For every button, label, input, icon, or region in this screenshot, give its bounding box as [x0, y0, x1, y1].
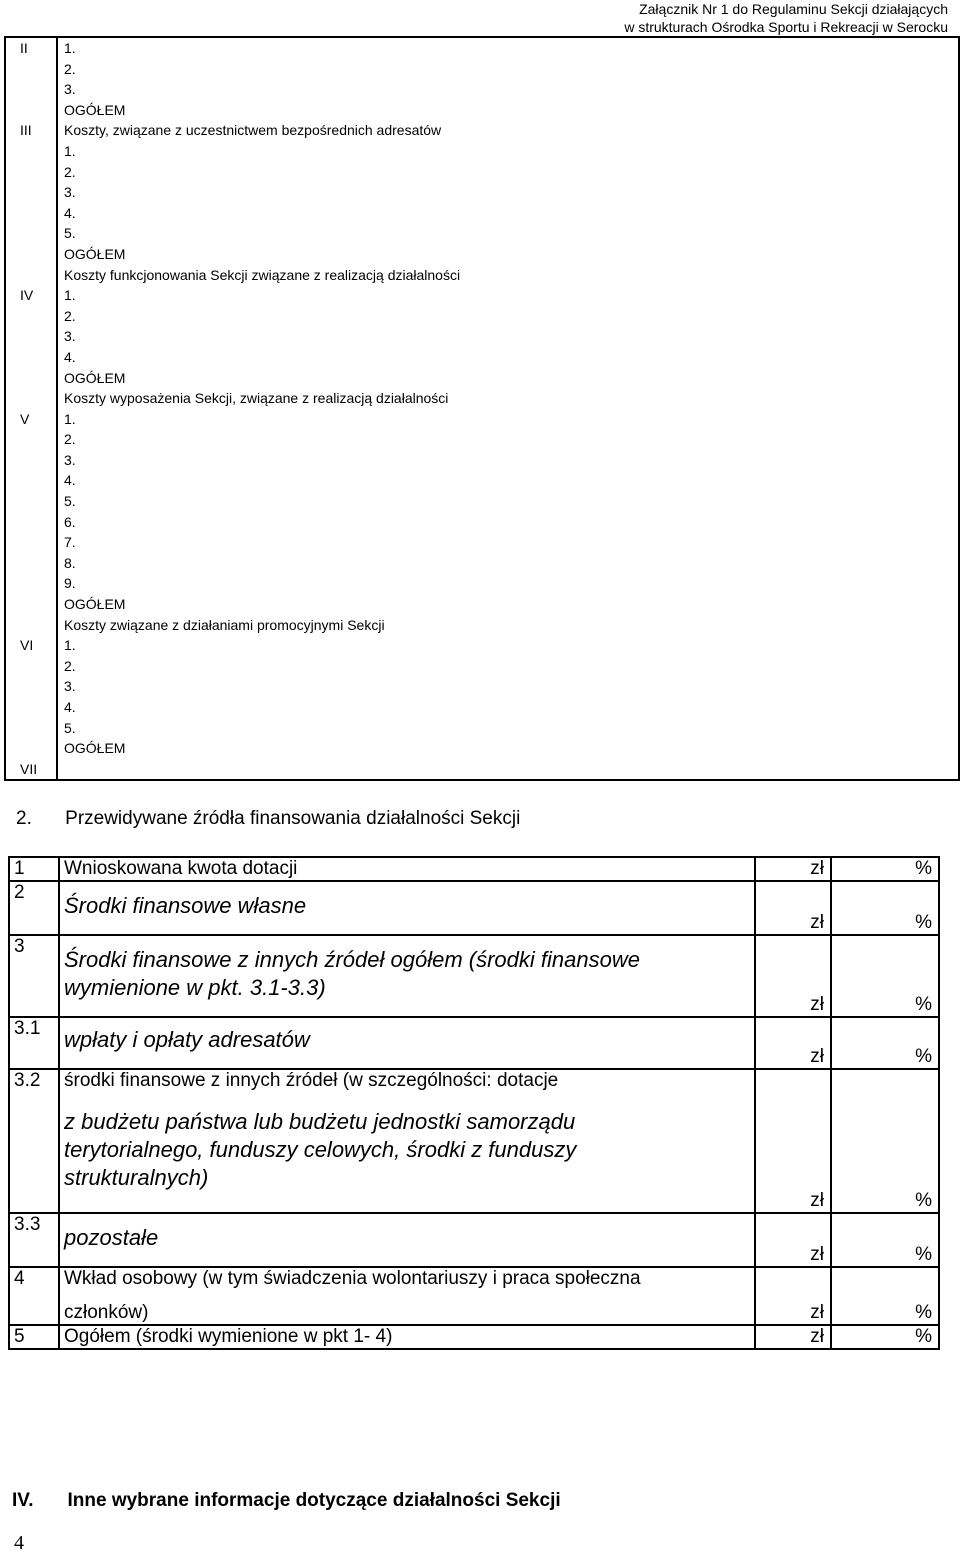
- percent-cell: %: [831, 935, 939, 1017]
- row-number: 1: [9, 857, 59, 881]
- cost-row-label: 1.: [64, 410, 76, 427]
- roman-cell: [6, 223, 56, 244]
- currency-cell: zł: [755, 1069, 831, 1213]
- roman-cell: [6, 738, 56, 759]
- row-label: Ogółem (środki wymienione w pkt 1- 4): [59, 1325, 755, 1349]
- currency-cell: zł: [755, 935, 831, 1017]
- roman-cell: [6, 573, 56, 594]
- page-number: 4: [14, 1532, 24, 1554]
- roman-cell: [6, 676, 56, 697]
- cost-row-label: 3.: [64, 678, 76, 695]
- percent-cell: %: [831, 1069, 939, 1213]
- header-line-2: w strukturach Ośrodka Sportu i Rekreacji w Serocku: [624, 19, 948, 35]
- header-line-1: Załącznik Nr 1 do Regulaminu Sekcji działających: [639, 1, 948, 17]
- row-label-text: wpłaty i opłaty adresatów: [64, 1027, 310, 1052]
- roman-cell: [6, 162, 56, 183]
- roman-cell: [6, 59, 56, 80]
- cost-row-label: 3.: [64, 81, 76, 98]
- currency-cell: zł: [755, 1267, 831, 1325]
- cost-row-label: OGÓŁEM: [64, 369, 126, 386]
- row-label: [59, 1017, 755, 1069]
- roman-cell: [6, 697, 56, 718]
- cost-row-label: 5.: [64, 719, 76, 736]
- cost-row-label: 3.: [64, 328, 76, 345]
- percent-cell: %: [831, 1267, 939, 1325]
- roman-cell: [6, 244, 56, 265]
- cost-row-label: 7.: [64, 534, 76, 551]
- roman-column: [5, 37, 57, 780]
- section-4-heading: [12, 1490, 561, 1512]
- row-number: 4: [9, 1267, 59, 1325]
- funding-row: [9, 935, 939, 1017]
- cost-row-label: OGÓŁEM: [64, 101, 126, 118]
- cost-row-label: 2.: [64, 431, 76, 448]
- row-label-text: Środki finansowe własne: [64, 893, 307, 918]
- roman-cell: [6, 429, 56, 450]
- funding-row: [9, 881, 939, 935]
- funding-row: [9, 1325, 939, 1349]
- currency-cell: zł: [755, 1017, 831, 1069]
- percent-cell: %: [831, 1017, 939, 1069]
- cost-row-label: 2.: [64, 307, 76, 324]
- percent-cell: %: [831, 1213, 939, 1267]
- document-header: [624, 0, 948, 36]
- cost-row-label: OGÓŁEM: [64, 596, 126, 613]
- roman-cell: [6, 347, 56, 368]
- roman-cell: [6, 594, 56, 615]
- funding-row: [9, 1213, 939, 1267]
- cost-row-label: [58, 759, 958, 780]
- roman-cell: [6, 203, 56, 224]
- row-label: Wnioskowana kwota dotacji: [59, 857, 755, 881]
- cost-row-label: Koszty wyposażenia Sekcji, związane z realizacją działalności: [64, 390, 449, 407]
- cost-row-label: 2.: [64, 657, 76, 674]
- currency-cell: zł: [755, 1325, 831, 1349]
- row-label: [59, 1213, 755, 1267]
- row-label-text: Wkład osobowy (w tym świadczenia wolontariuszy i praca społeczna: [64, 1268, 641, 1289]
- roman-cell: [6, 718, 56, 739]
- roman-cell: [6, 100, 56, 121]
- roman-cell: [6, 409, 56, 430]
- roman-cell: [6, 491, 56, 512]
- roman-numeral: V: [20, 410, 30, 427]
- roman-cell: [6, 306, 56, 327]
- row-label: [59, 935, 755, 1017]
- cost-row-label: 3.: [64, 184, 76, 201]
- section-2-heading: [16, 808, 520, 830]
- row-number: 2: [9, 881, 59, 935]
- roman-cell: [6, 265, 56, 286]
- row-number: 3.3: [9, 1213, 59, 1267]
- roman-cell: [6, 470, 56, 491]
- cost-row-label: 4.: [64, 472, 76, 489]
- row-label-continuation: członków): [64, 1302, 149, 1323]
- funding-table: [8, 856, 940, 1350]
- roman-cell: [6, 635, 56, 656]
- currency-cell: zł: [755, 1213, 831, 1267]
- percent-cell: %: [831, 857, 939, 881]
- roman-numeral: II: [20, 40, 28, 56]
- roman-cell: [6, 38, 56, 59]
- row-number: 5: [9, 1325, 59, 1349]
- percent-cell: %: [831, 881, 939, 935]
- cost-row-label: OGÓŁEM: [64, 245, 126, 262]
- roman-cell: [6, 450, 56, 471]
- cost-row-label: 4.: [64, 699, 76, 715]
- roman-cell: [6, 79, 56, 100]
- cost-row-label: Koszty funkcjonowania Sekcji związane z realizacją działalności: [64, 266, 461, 283]
- roman-cell: [6, 141, 56, 162]
- cost-row-label: 8.: [64, 554, 76, 571]
- cost-row-label: 6.: [64, 513, 76, 530]
- cost-row-label: 9.: [64, 575, 76, 592]
- cost-row-label: 5.: [64, 225, 76, 242]
- roman-cell: [6, 759, 56, 780]
- roman-numeral: IV: [20, 287, 34, 304]
- section-4-number: IV.: [12, 1490, 34, 1511]
- row-label-continuation: z budżetu państwa lub budżetu jednostki samorządu terytorialnego, funduszy celowych, środki z funduszy strukturalnych): [64, 1109, 577, 1190]
- row-label: [59, 1069, 755, 1213]
- roman-cell: [6, 120, 56, 141]
- row-label: [59, 1267, 755, 1325]
- percent-cell: %: [831, 1325, 939, 1349]
- cost-row-label: 5.: [64, 493, 76, 510]
- cost-row-label: 2.: [64, 60, 76, 77]
- cost-row-label: 1.: [64, 142, 76, 159]
- row-number: 3.1: [9, 1017, 59, 1069]
- row-label: [59, 881, 755, 935]
- roman-cell: [6, 615, 56, 636]
- cost-table: [4, 36, 960, 781]
- funding-row: [9, 1069, 939, 1213]
- row-label-text: Środki finansowe z innych źródeł ogółem (środki finansowe wymienione w pkt. 3.1-3.3): [64, 947, 640, 1000]
- cost-row-label: OGÓŁEM: [64, 740, 126, 757]
- funding-row: [9, 1267, 939, 1325]
- section-4-title: Inne wybrane informacje dotyczące działalności Sekcji: [67, 1490, 561, 1511]
- section-2-title: Przewidywane źródła finansowania działalności Sekcji: [65, 808, 521, 829]
- cost-row-label: 2.: [64, 163, 76, 180]
- roman-cell: [6, 512, 56, 533]
- cost-row-label: 4.: [64, 204, 76, 221]
- funding-row: [9, 857, 939, 881]
- roman-numeral: VI: [20, 637, 34, 654]
- roman-cell: [6, 388, 56, 409]
- roman-cell: [6, 285, 56, 306]
- cost-row-label: 1.: [64, 40, 76, 56]
- row-label-text: pozostałe: [64, 1225, 159, 1250]
- cost-row-label: 1.: [64, 637, 76, 654]
- row-number: 3.2: [9, 1069, 59, 1213]
- roman-cell: [6, 368, 56, 389]
- roman-cell: [6, 656, 56, 677]
- roman-cell: [6, 326, 56, 347]
- roman-numeral: VII: [20, 760, 38, 777]
- cost-row-label: 3.: [64, 451, 76, 468]
- funding-row: [9, 1017, 939, 1069]
- section-2-number: 2.: [16, 808, 32, 829]
- cost-row-label: 1.: [64, 287, 76, 304]
- roman-cell: [6, 553, 56, 574]
- roman-cell: [6, 182, 56, 203]
- cost-row-label: 4.: [64, 348, 76, 365]
- label-column: [57, 37, 959, 780]
- currency-cell: zł: [755, 857, 831, 881]
- row-number: 3: [9, 935, 59, 1017]
- roman-cell: [6, 532, 56, 553]
- currency-cell: zł: [755, 881, 831, 935]
- roman-numeral: III: [20, 122, 32, 139]
- cost-row-label: Koszty, związane z uczestnictwem bezpośrednich adresatów: [64, 122, 442, 139]
- row-label-text: środki finansowe z innych źródeł (w szczególności: dotacje: [64, 1070, 559, 1091]
- cost-row-label: Koszty związane z działaniami promocyjnymi Sekcji: [64, 616, 385, 633]
